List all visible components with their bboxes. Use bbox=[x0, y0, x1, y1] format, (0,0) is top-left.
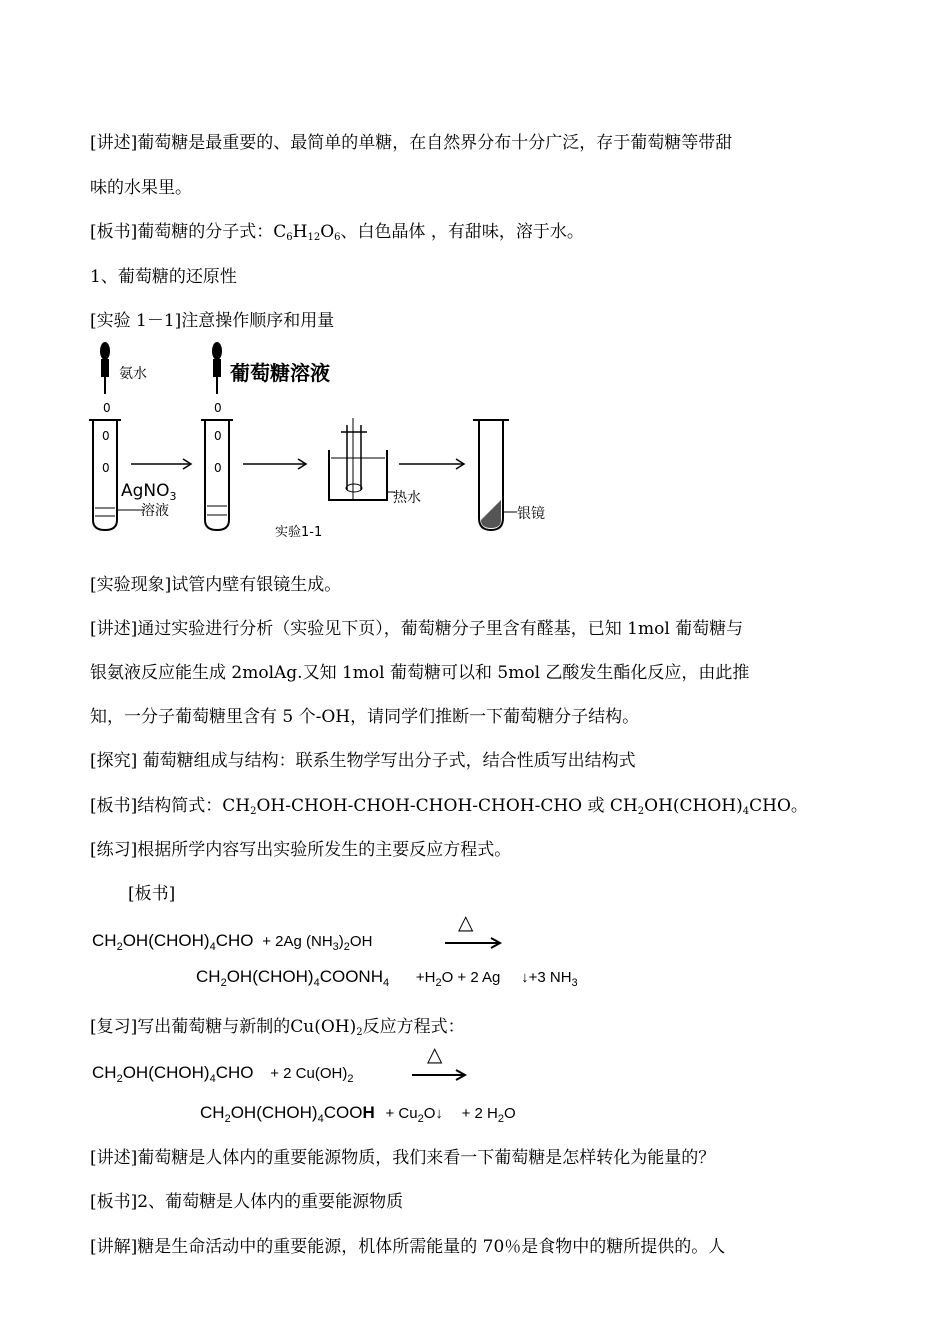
equation-1-heat-icon: △ bbox=[458, 912, 474, 934]
paragraph-phenomenon: [实验现象]试管内壁有银镜生成。 bbox=[90, 575, 342, 595]
svg-text:0: 0 bbox=[102, 429, 110, 443]
section-heading-2: [板书]2、葡萄糖是人体内的重要能源物质 bbox=[90, 1192, 404, 1212]
arrow-2 bbox=[243, 459, 306, 469]
paragraph-structure: [板书]结构简式：$CH_2OH-CHOH-CHOH-CHOH-CHOH$-CHO 或 $CH_2OH(CHOH)_4CHO$。 bbox=[90, 796, 808, 817]
arrow-1 bbox=[131, 459, 191, 469]
test-tube-silver-mirror bbox=[473, 420, 517, 530]
paragraph-exercise: [练习]根据所学内容写出实验所发生的主要反应方程式。 bbox=[90, 840, 512, 860]
paragraph-lecture-1: [讲述]葡萄糖是最重要的、最简单的单糖，在自然界分布十分广泛，存于葡萄糖等带甜 bbox=[90, 133, 733, 153]
dropper-glucose bbox=[212, 342, 222, 415]
paragraph-explanation: [讲解]糖是生命活动中的重要能源，机体所需能量的 70％是食物中的糖所提供的。人 bbox=[90, 1237, 726, 1257]
equation-2-reactants: $CH_2OH(CHOH)_4CHO + 2$ $Cu(OH)_2$ bbox=[92, 1063, 354, 1085]
paragraph-lecture-2-cont: 银氨液反应能生成 2molAg.又知 1mol 葡萄糖可以和 5mol 乙酸发生酯化反应，由此推 bbox=[90, 663, 750, 683]
paragraph-board-formula: [板书]葡萄糖的分子式：$C_6H_{12}O_6$、白色晶体 ，有甜味，溶于水。 bbox=[90, 222, 584, 243]
molecular-formula: $C_6H_{12}O_6$ bbox=[273, 222, 341, 243]
svg-text:0: 0 bbox=[102, 461, 110, 475]
label-solution: 溶液 bbox=[141, 503, 169, 519]
diagram-caption: 实验1-1 bbox=[275, 525, 323, 540]
label-agno3: AgNO$_3$ bbox=[121, 481, 177, 503]
paragraph-lecture-3: [讲述]葡萄糖是人体内的重要能源物质，我们来看一下葡萄糖是怎样转化为能量的？ bbox=[90, 1148, 716, 1168]
equation-1-arrow bbox=[445, 936, 503, 950]
paragraph-lecture-1-cont: 味的水果里。 bbox=[90, 178, 192, 198]
label-hot-water: 热水 bbox=[393, 490, 421, 506]
test-tube-2 bbox=[201, 420, 233, 530]
label-ammonia: 氨水 bbox=[119, 366, 147, 382]
paragraph-board-2: [板书] bbox=[128, 884, 176, 904]
equation-2-heat-icon: △ bbox=[427, 1044, 443, 1066]
arrow-3 bbox=[399, 459, 464, 469]
label-silver-mirror: 银镜 bbox=[517, 506, 545, 522]
dropper-ammonia bbox=[100, 342, 111, 415]
section-heading-1: 1、葡萄糖的还原性 bbox=[90, 267, 237, 287]
paragraph-inquiry: [探究] 葡萄糖组成与结构：联系生物学写出分子式，结合性质写出结构式 bbox=[90, 751, 636, 771]
beaker-hot-water bbox=[329, 418, 395, 500]
paragraph-lecture-2-cont2: 知，一分子葡萄糖里含有 5 个-OH，请同学们推断一下葡萄糖分子结构。 bbox=[90, 707, 640, 727]
equation-1-reactants: $CH_2OH(CHOH)_4CHO + 2Ag$ $(NH_3)_2OH$ bbox=[92, 931, 373, 953]
label-glucose-solution: 葡萄糖溶液 bbox=[230, 361, 330, 385]
svg-text:0: 0 bbox=[214, 429, 222, 443]
experiment-diagram bbox=[85, 340, 575, 550]
equation-2-arrow bbox=[412, 1068, 468, 1082]
svg-text:0: 0 bbox=[103, 401, 111, 415]
svg-text:0: 0 bbox=[214, 461, 222, 475]
paragraph-lecture-2: [讲述]通过实验进行分析（实验见下页），葡萄糖分子里含有醛基，已知 1mol 葡萄糖与 bbox=[90, 619, 744, 639]
paragraph-review: [复习]写出葡萄糖与新制的$Cu(OH)_2$反应方程式： bbox=[90, 1017, 465, 1038]
equation-2-products: $CH_2OH(CHOH)_4COOH$ + $Cu_2O↓ + 2$ $H_2O$ bbox=[200, 1103, 516, 1125]
equation-1-products: $CH_2OH(CHOH)_4COONH_4 +H_2O + 2$ Ag ↓+3 $NH_3$ bbox=[196, 967, 578, 989]
paragraph-experiment: [实验 1－1]注意操作顺序和用量 bbox=[90, 311, 335, 331]
svg-text:0: 0 bbox=[214, 401, 222, 415]
test-tube-1 bbox=[89, 420, 145, 530]
